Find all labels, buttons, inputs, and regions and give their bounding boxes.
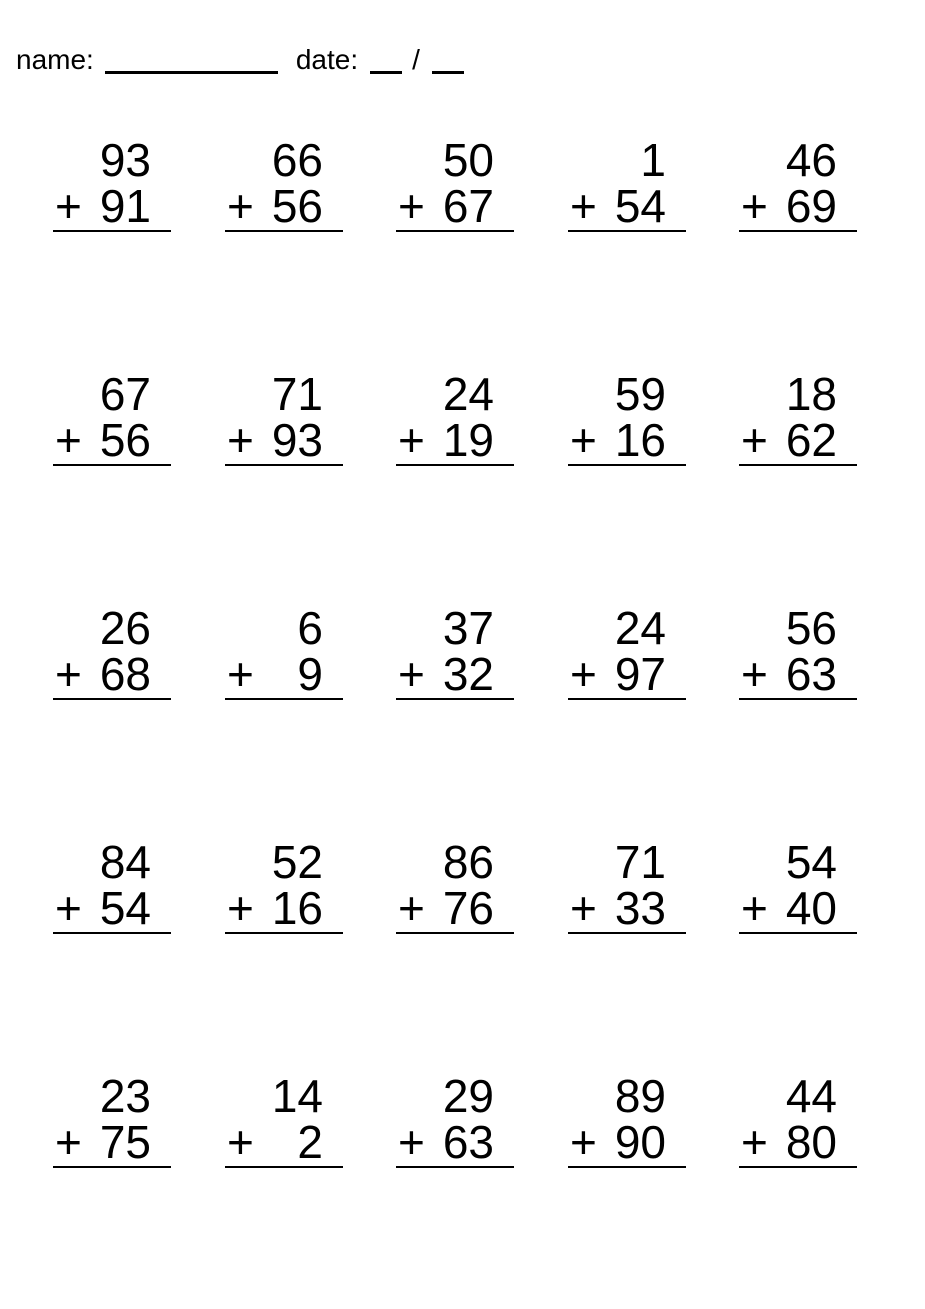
addend-top: 67: [99, 368, 151, 420]
addend-top: 29: [442, 1070, 494, 1122]
plus-sign: +: [227, 180, 254, 232]
addend-bottom: 68: [99, 648, 151, 700]
addition-problem: [568, 1070, 686, 1173]
addend-bottom: 9: [297, 648, 323, 700]
plus-sign: +: [570, 414, 597, 466]
addend-top: 23: [99, 1070, 151, 1122]
worksheet-header: [16, 34, 464, 74]
addend-bottom: 19: [442, 414, 494, 466]
addend-top: 56: [785, 602, 837, 654]
addend-top: 24: [442, 368, 494, 420]
addend-top: 93: [99, 134, 151, 186]
answer-line[interactable]: [568, 698, 686, 700]
addend-bottom: 32: [442, 648, 494, 700]
plus-sign: +: [398, 414, 425, 466]
answer-line[interactable]: [225, 932, 343, 934]
plus-sign: +: [570, 882, 597, 934]
addend-bottom: 63: [442, 1116, 494, 1168]
addend-bottom: 93: [271, 414, 323, 466]
plus-sign: +: [398, 1116, 425, 1168]
answer-line[interactable]: [396, 1166, 514, 1168]
addition-problem: [225, 134, 343, 237]
plus-sign: +: [741, 180, 768, 232]
plus-sign: +: [55, 1116, 82, 1168]
addend-bottom: 91: [99, 180, 151, 232]
answer-line[interactable]: [396, 698, 514, 700]
addend-bottom: 56: [271, 180, 323, 232]
addend-bottom: 16: [271, 882, 323, 934]
plus-sign: +: [741, 648, 768, 700]
answer-line[interactable]: [568, 230, 686, 232]
addition-problem: [396, 1070, 514, 1173]
answer-line[interactable]: [739, 464, 857, 466]
plus-sign: +: [570, 180, 597, 232]
plus-sign: +: [55, 180, 82, 232]
addend-bottom: 90: [614, 1116, 666, 1168]
answer-line[interactable]: [225, 698, 343, 700]
addend-top: 89: [614, 1070, 666, 1122]
addend-top: 44: [785, 1070, 837, 1122]
answer-line[interactable]: [53, 932, 171, 934]
addition-problem: [568, 134, 686, 237]
addend-bottom: 63: [785, 648, 837, 700]
answer-line[interactable]: [225, 464, 343, 466]
addend-top: 24: [614, 602, 666, 654]
plus-sign: +: [398, 180, 425, 232]
date-separator: /: [412, 44, 420, 75]
addend-top: 59: [614, 368, 666, 420]
addend-top: 54: [785, 836, 837, 888]
addend-top: 86: [442, 836, 494, 888]
addend-top: 71: [614, 836, 666, 888]
addend-top: 6: [297, 602, 323, 654]
plus-sign: +: [55, 882, 82, 934]
answer-line[interactable]: [568, 1166, 686, 1168]
addend-top: 50: [442, 134, 494, 186]
addend-bottom: 69: [785, 180, 837, 232]
answer-line[interactable]: [225, 1166, 343, 1168]
answer-line[interactable]: [739, 230, 857, 232]
addend-bottom: 80: [785, 1116, 837, 1168]
plus-sign: +: [227, 414, 254, 466]
addend-top: 84: [99, 836, 151, 888]
plus-sign: +: [227, 648, 254, 700]
addition-problem: [225, 1070, 343, 1173]
answer-line[interactable]: [568, 464, 686, 466]
answer-line[interactable]: [739, 698, 857, 700]
plus-sign: +: [227, 882, 254, 934]
addition-problem: [53, 368, 171, 471]
addend-bottom: 2: [297, 1116, 323, 1168]
addend-bottom: 67: [442, 180, 494, 232]
plus-sign: +: [741, 1116, 768, 1168]
addend-bottom: 76: [442, 882, 494, 934]
answer-line[interactable]: [396, 932, 514, 934]
addend-bottom: 40: [785, 882, 837, 934]
addition-problem: [53, 134, 171, 237]
plus-sign: +: [570, 648, 597, 700]
addend-top: 26: [99, 602, 151, 654]
addend-top: 46: [785, 134, 837, 186]
addend-top: 52: [271, 836, 323, 888]
addend-top: 71: [271, 368, 323, 420]
answer-line[interactable]: [53, 1166, 171, 1168]
addend-bottom: 97: [614, 648, 666, 700]
answer-line[interactable]: [568, 932, 686, 934]
answer-line[interactable]: [396, 230, 514, 232]
name-blank[interactable]: [105, 47, 278, 74]
answer-line[interactable]: [396, 464, 514, 466]
answer-line[interactable]: [53, 464, 171, 466]
plus-sign: +: [398, 882, 425, 934]
addition-problem: [568, 836, 686, 939]
addend-bottom: 54: [99, 882, 151, 934]
plus-sign: +: [55, 414, 82, 466]
plus-sign: +: [227, 1116, 254, 1168]
plus-sign: +: [741, 414, 768, 466]
addition-problem: [53, 602, 171, 705]
date-label: date:: [295, 44, 359, 75]
addend-top: 18: [785, 368, 837, 420]
addition-problem: [396, 836, 514, 939]
date-month-blank[interactable]: [370, 47, 402, 74]
answer-line[interactable]: [53, 698, 171, 700]
addition-problem: [396, 134, 514, 237]
addition-problem: [739, 368, 857, 471]
addend-bottom: 56: [99, 414, 151, 466]
addition-problem: [225, 602, 343, 705]
answer-line[interactable]: [739, 1166, 857, 1168]
name-label: name:: [16, 44, 94, 75]
addition-problem: [225, 836, 343, 939]
plus-sign: +: [55, 648, 82, 700]
addend-top: 1: [640, 134, 666, 186]
addition-problem: [739, 602, 857, 705]
addend-top: 66: [271, 134, 323, 186]
addition-problem: [53, 1070, 171, 1173]
addend-bottom: 75: [99, 1116, 151, 1168]
addition-problem: [568, 368, 686, 471]
addition-problem: [225, 368, 343, 471]
addition-problem: [739, 1070, 857, 1173]
addend-top: 14: [271, 1070, 323, 1122]
addition-problem: [568, 602, 686, 705]
answer-line[interactable]: [53, 230, 171, 232]
addition-problem: [53, 836, 171, 939]
addend-bottom: 54: [614, 180, 666, 232]
addend-bottom: 16: [614, 414, 666, 466]
addend-top: 37: [442, 602, 494, 654]
addend-bottom: 62: [785, 414, 837, 466]
addition-problem: [396, 368, 514, 471]
plus-sign: +: [570, 1116, 597, 1168]
answer-line[interactable]: [225, 230, 343, 232]
addition-problem: [739, 836, 857, 939]
addition-problem: [396, 602, 514, 705]
addition-problem: [739, 134, 857, 237]
date-day-blank[interactable]: [432, 47, 464, 74]
answer-line[interactable]: [739, 932, 857, 934]
plus-sign: +: [398, 648, 425, 700]
plus-sign: +: [741, 882, 768, 934]
addend-bottom: 33: [614, 882, 666, 934]
